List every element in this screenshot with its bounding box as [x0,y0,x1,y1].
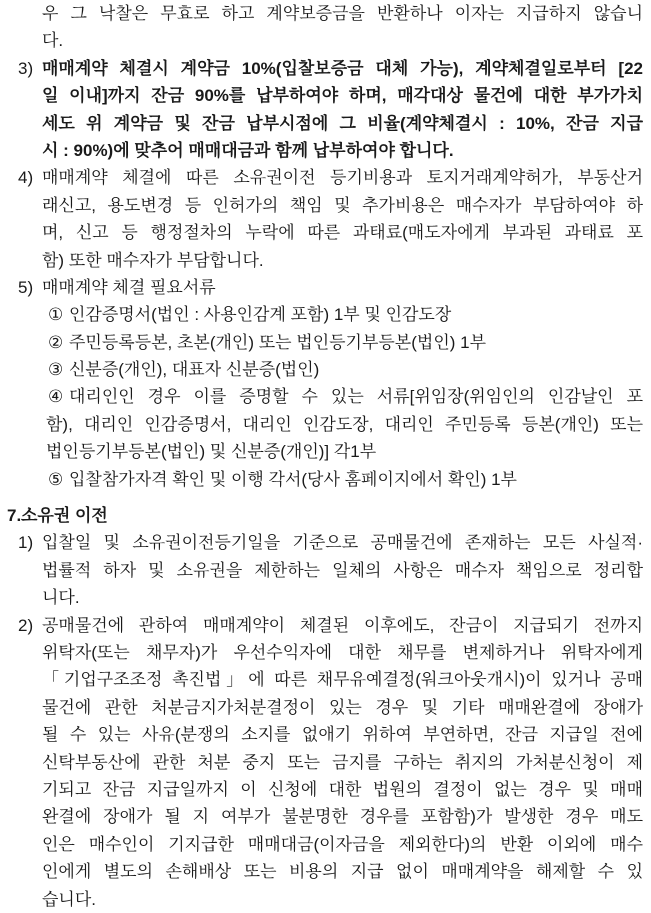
line-text: 함), 대리인 인감증명서, 대리인 인감도장, 대리인 주민등록 등본(개인) 또는 [46,414,643,434]
text-line [0,557,651,584]
text-line [0,247,651,274]
text-line [0,803,651,830]
list-marker: 1) [18,533,34,553]
text-line [0,584,651,611]
text-line [0,438,651,465]
text-line [0,612,651,639]
text-line [0,666,651,693]
list-marker: 7. [7,506,22,526]
list-marker: 2) [18,615,34,635]
line-text: 인은 매수인이 기지급한 매매대금(이자금을 제외한다)의 반환 이외에 매수 [42,834,643,854]
text-line [0,502,651,529]
line-text: 다. [42,31,64,51]
line-text: 세도 위 계약금 및 잔금 납부시점에 그 비율(계약체결시 : 10%, 잔금 지급 [42,113,643,133]
line-text: 매매계약 체결 필요서류 [42,277,216,297]
list-marker: ④ [48,387,64,407]
line-text: 일 이내]까지 잔금 90%를 납부하여야 하며, 매각대상 물건에 대한 부가가치 [42,86,643,106]
line-text: 입찰참가자격 확인 및 이행 각서(당사 홈페이지에서 확인) 1부 [69,469,517,489]
line-text: 매매계약 체결에 따른 소유권이전 등기비용과 토지거래계약허가, 부동산거 [42,168,643,188]
line-text: 함) 또한 매수자가 부담합니다. [42,250,264,270]
line-text: 법인등기부등본(법인) 및 신분증(개인)] 각1부 [46,442,377,462]
text-line [0,110,651,137]
list-marker: ② [48,332,64,352]
line-text: 공매물건에 관하여 매매계약이 체결된 이후에도, 잔금이 지급되기 전까지 [42,615,643,635]
text-line [0,776,651,803]
line-text: 입찰일 및 소유권이전등기일을 기준으로 공매물건에 존재하는 모든 사실적· [42,533,643,553]
text-line [0,27,651,54]
text-line [0,466,651,493]
line-text: 인에게 별도의 손해배상 또는 비용의 지급 없이 매매계약을 해제할 수 있 [42,862,643,882]
text-line [0,219,651,246]
line-text: 법률적 하자 및 소유권을 제한하는 일체의 사항은 매수자 책임으로 정리합 [42,560,643,580]
text-line [0,301,651,328]
text-line [0,55,651,82]
text-line [0,639,651,666]
text-line [0,831,651,858]
line-text: 래신고, 용도변경 등 인허가의 책임 및 추가비용은 매수자가 부담하여야 하 [42,195,643,215]
text-line [0,82,651,109]
text-line [0,356,651,383]
text-line [0,858,651,885]
text-line [0,137,651,164]
text-line [0,164,651,191]
text-line [0,329,651,356]
text-line [0,192,651,219]
list-marker: ③ [48,360,64,380]
text-line [0,411,651,438]
line-text: 「기업구조조정 촉진법」에 따른 채무유예결정(워크아웃개시)이 있거나 공매 [42,670,643,690]
text-line [0,0,651,27]
line-text: 대리인인 경우 이를 증명할 수 있는 서류[위임장(위임인의 인감날인 포 [69,387,643,407]
text-line [0,274,651,301]
text-line [0,529,651,556]
line-text: 신분증(개인), 대표자 신분증(법인) [69,360,320,380]
text-line [0,749,651,776]
line-text: 우 그 낙찰은 무효로 하고 계약보증금을 반환하나 이자는 지급하지 않습니 [42,4,643,23]
list-marker: 4) [18,168,34,188]
line-text: 위탁자(또는 채무자)가 우선수익자에 대한 채무를 변제하거나 위탁자에게 [42,642,643,662]
line-text: 소유권 이전 [21,506,108,526]
line-text: 며, 신고 등 행정절차의 누락에 따른 과태료(매도자에게 부과된 과태료 포 [42,223,643,243]
line-text: 니다. [42,588,80,608]
list-marker: 5) [18,277,34,297]
line-text: 습니다. [42,889,96,909]
line-text: 인감증명서(법인 : 사용인감계 포함) 1부 및 인감도장 [69,305,452,325]
line-text: 매매계약 체결시 계약금 10%(입찰보증금 대체 가능), 계약체결일로부터 [22 [42,58,643,78]
line-text: 주민등록등본, 초본(개인) 또는 법인등기부등본(법인) 1부 [69,332,486,352]
list-marker: 3) [18,58,34,78]
line-text: 물건에 관한 처분금지가처분결정이 있는 경우 및 기타 매매완결에 장애가 [42,697,643,717]
list-marker: ⑤ [48,469,64,489]
list-marker: ① [48,305,64,325]
line-text: 기되고 잔금 지급일까지 이 신청에 대한 법원의 결정이 없는 경우 및 매매 [42,779,643,799]
line-text: 완결에 장애가 될 지 여부가 불분명한 경우를 포함함)가 발생한 경우 매도 [42,807,643,827]
line-text: 시 : 90%)에 맞추어 매매대금과 함께 납부하여야 합니다. [42,140,454,160]
text-line [0,694,651,721]
text-line [0,886,651,913]
line-text: 될 수 있는 사유(분쟁의 소지를 없애기 위하여 부연하면, 잔금 지급일 전에 [42,725,643,745]
text-line [0,721,651,748]
text-line [0,383,651,410]
line-text: 신탁부동산에 관한 처분 중지 또는 금지를 구하는 취지의 가처분신청이 제 [42,752,643,772]
